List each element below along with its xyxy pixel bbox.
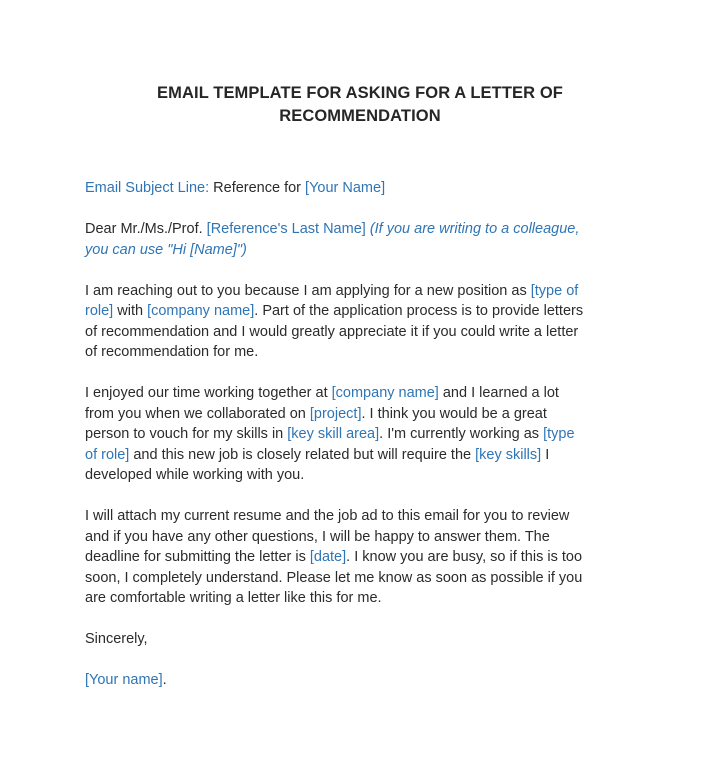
title-line-1: EMAIL TEMPLATE FOR ASKING FOR A LETTER OF (157, 84, 563, 102)
subject-label: Email Subject Line: (85, 180, 210, 196)
p1-line-3: of recommendation and I would greatly appreciate it if you could write a letter (85, 323, 579, 340)
p2-text-5: person to vouch for my skills in (85, 426, 288, 442)
p3-text-2: . I know you are busy, so if this is too (346, 549, 583, 565)
document-title (60, 82, 660, 128)
paragraph-3 (85, 506, 660, 609)
p1-placeholder-1: [type of (530, 282, 579, 299)
subject-text: Reference for (209, 180, 306, 196)
p2-placeholder-4: [type (543, 426, 575, 442)
p1-placeholder-3: [company name] (147, 303, 255, 319)
title-line-2: RECOMMENDATION (279, 107, 441, 125)
p2-placeholder-5: of role] (85, 446, 130, 463)
p2-placeholder-6: [key skills] (475, 446, 542, 463)
paragraph-2 (85, 383, 660, 486)
p2-placeholder-3: [key skill area] (287, 426, 380, 442)
p1-text-1: I am reaching out to you because I am applying for a new position as (85, 282, 531, 299)
p2-line-5: developed while working with you. (85, 467, 305, 483)
p2-placeholder-2: [project] (309, 405, 362, 422)
p2-text-7: and this new job is closely related but will require the (129, 446, 476, 463)
greeting-placeholder: [Reference's Last Name] (206, 221, 366, 237)
subject-line (85, 178, 660, 199)
subject-placeholder: [Your Name] (305, 180, 386, 196)
signature-placeholder: [Your name] (85, 672, 163, 688)
greeting-note-1: (If you are writing to a colleague, (365, 221, 580, 237)
p1-line-4: of recommendation for me. (85, 344, 259, 360)
greeting-text: Dear Mr./Ms./Prof. (85, 221, 207, 237)
p3-line-5: are comfortable writing a letter like this for me. (85, 590, 382, 606)
p2-text-6: . I'm currently working as (379, 426, 544, 442)
closing-text: Sincerely, (85, 631, 148, 647)
p3-placeholder-1: [date] (309, 549, 347, 565)
p1-text-2: with (113, 303, 148, 319)
paragraph-1 (85, 281, 660, 363)
p2-text-2: and I learned a lot (438, 385, 559, 401)
p2-text-4: . I think you would be a great (361, 405, 547, 422)
p2-text-8: I (541, 446, 550, 463)
p3-line-4: soon, I completely understand. Please let me know as soon as possible if you (85, 569, 583, 586)
signature-punct: . (162, 672, 167, 688)
signature (85, 670, 660, 691)
p3-line-2: and if you have any other questions, I will be happy to answer them. The (85, 528, 550, 545)
p3-line-1: I will attach my current resume and the job ad to this email for you to review (85, 508, 570, 524)
greeting (85, 219, 660, 260)
greeting-note-2: you can use "Hi [Name]") (85, 241, 247, 258)
p1-placeholder-2: role] (85, 303, 114, 319)
closing (85, 629, 660, 650)
p2-text-1: I enjoyed our time working together at (85, 385, 332, 401)
p3-text-1: deadline for submitting the letter is (85, 549, 310, 565)
p2-text-3: from you when we collaborated on (85, 405, 310, 422)
email-body (85, 178, 660, 691)
p1-text-3: . Part of the application process is to provide letters (254, 303, 584, 319)
p2-placeholder-1: [company name] (331, 385, 439, 401)
